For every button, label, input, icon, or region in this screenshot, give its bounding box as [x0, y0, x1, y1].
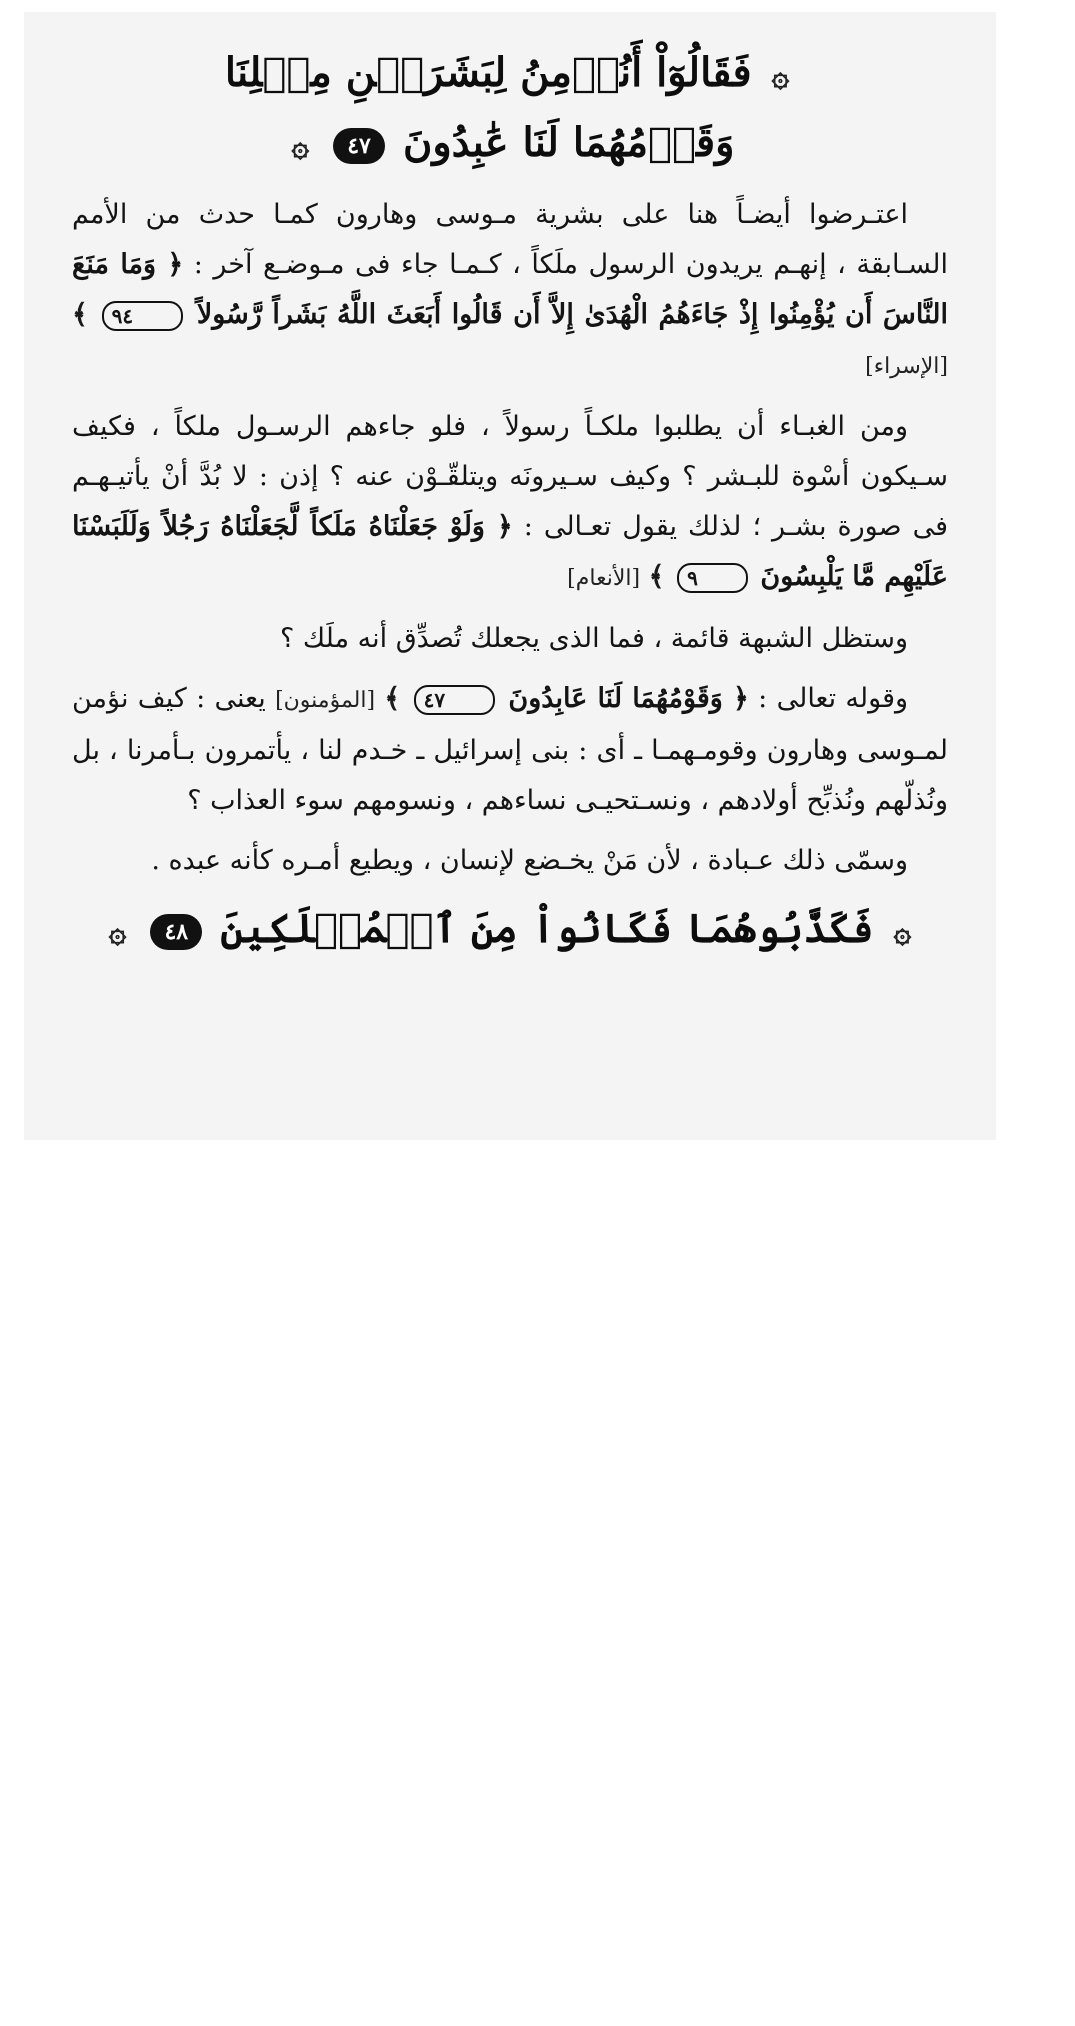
heading-verse-line1 [72, 40, 948, 110]
quran-quote: ﴿ وَمَا مَنَعَ النَّاسَ أَن يُؤْمِنُوا إِذْ جَاءَهُمُ الْهُدَىٰ إِلاَّ أَن قَالُوا أَبَعَثَ اللَّهُ بَشَراً رَّسُولاً [72, 249, 948, 330]
ornament-icon: ۞ [108, 915, 127, 950]
paragraph-5 [72, 836, 948, 886]
quran-quote: ﴿ وَلَوْ جَعَلْنَاهُ مَلَكاً لَّجَعَلْنَاهُ رَجُلاً وَلَلَبَسْنَا عَلَيْهِم مَّا يَلْبِسُونَ [72, 511, 948, 592]
heading-verse-line2-text: وَقَوۡمُهُمَا لَنَا عَٰبِدُونَ [402, 119, 735, 166]
paragraph-2 [72, 402, 948, 604]
heading-verse-line1-text: فَقَالُوٓاْ أَنُؤۡمِنُ لِبَشَرَيۡنِ مِثۡلِنَا [224, 49, 752, 96]
paragraph-3 [72, 614, 948, 664]
ayah-number-badge: ٩ [677, 563, 748, 593]
heading-verse [72, 40, 948, 180]
surah-reference: [الأنعام] [567, 566, 641, 591]
paragraph-5-text: وسمّى ذلك عـبادة ، لأن مَنْ يخـضع لإنسان ، ويطيع أمـره كأنه عبده . [151, 845, 908, 876]
ayah-number-badge: ٤٧ [414, 685, 495, 715]
surah-reference: [الإسراء] [865, 354, 948, 379]
scanned-page [24, 12, 996, 1140]
quote-close-bracket: ﴾ [384, 683, 401, 714]
ayah-number-badge: ٤٨ [150, 914, 202, 950]
paragraph-4-text: يعنى : كيف نؤمن لمـوسى وهارون وقومـهمـا ـ أى : بنى إسرائيل ـ خـدم لنا ، يأتمرون بـأمرنا ، بل ونُذلّهم ونُذبِّح أولادهم ، ونسـتحيـى نساءهم ، ونسومهم سوء العذاب ؟ [72, 683, 948, 816]
quote-close-bracket: ﴾ [648, 561, 665, 592]
ayah-number-badge: ٤٧ [333, 128, 385, 164]
paragraph-3-text: وستظل الشبهة قائمة ، فما الذى يجعلك تُصدِّق أنه ملَك ؟ [279, 623, 908, 654]
ornament-icon: ۞ [893, 915, 912, 950]
footer-verse-text: فَكَذَّبُوهُمَا فَكَانُواْ مِنَ ٱلۡمُهۡلَكِينَ [220, 905, 874, 952]
paragraph-2-text: ومن الغبـاء أن يطلبوا ملكـاً رسولاً ، فلو جاءهم الرسـول ملكاً ، فكيف سـيكون أسْوة للبـشر ؟ وكيف سـيرونَه ويتلقّـوْن عنه ؟ إذن : لا بُدَّ أنْ يأتيـهـم فى صورة بشـر ؛ لذلك يقول تعـالى : [72, 411, 948, 542]
ornament-icon: ۞ [771, 59, 790, 94]
ornament-icon: ۞ [291, 129, 310, 164]
ayah-number-badge: ٩٤ [102, 301, 183, 331]
paragraph-4 [72, 674, 948, 826]
heading-verse-line2 [72, 110, 948, 180]
footer-verse [72, 896, 948, 966]
quote-close-bracket: ﴾ [72, 299, 88, 330]
paragraph-4-intro: وقوله تعالى : [758, 683, 909, 714]
surah-reference: [المؤمنون] [275, 688, 376, 713]
quran-quote: ﴿ وَقَوْمُهُمَا لَنَا عَابِدُونَ [508, 683, 749, 714]
paragraph-1-text: اعتـرضوا أيضـاً هنا على بشرية مـوسى وهارون كمـا حدث من الأمم السـابقة ، إنهـم يريدون الرسول ملَكاً ، كـمـا جاء فى مـوضـع آخر : [72, 199, 948, 280]
paragraph-1 [72, 190, 948, 392]
